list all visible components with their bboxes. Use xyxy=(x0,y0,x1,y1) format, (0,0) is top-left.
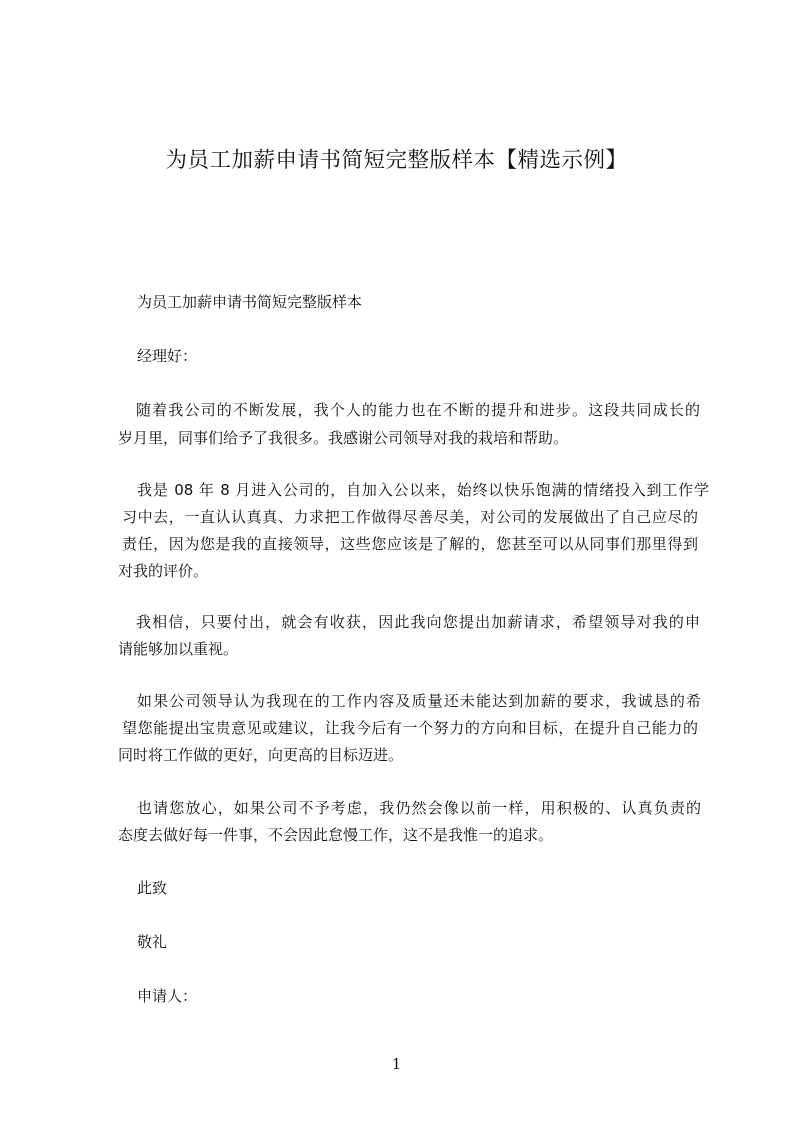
document-subtitle: 为员工加薪申请书简短完整版样本 xyxy=(137,293,363,311)
paragraph-2-line-4: 对我的评价。 xyxy=(118,562,209,580)
applicant-label: 申请人： xyxy=(137,987,198,1005)
paragraph-1-line-2: 岁月里，同事们给予了我很多。我感谢公司领导对我的栽培和帮助。 xyxy=(118,429,569,447)
page-number: 1 xyxy=(391,1055,402,1073)
paragraph-2-line-3: 责任，因为您是我的直接领导，这些您应该是了解的，您甚至可以从同事们那里得到 xyxy=(122,535,698,553)
paragraph-1-line-1: 随着我公司的不断发展，我个人的能力也在不断的提升和进步。这段共同成长的 xyxy=(136,401,700,419)
greeting: 经理好： xyxy=(137,347,198,365)
paragraph-5-line-2: 态度去做好每一件事，不会因此怠慢工作，这不是我惟一的追求。 xyxy=(118,826,554,844)
paragraph-2-line-2: 习中去，一直认认真真、力求把工作做得尽善尽美，对公司的发展做出了自己应尽的 xyxy=(122,508,698,526)
paragraph-4-line-1: 如果公司领导认为我现在的工作内容及质量还未能达到加薪的要求，我诚恳的希 xyxy=(137,692,701,710)
paragraph-3-line-1: 我相信，只要付出，就会有收获，因此我向您提出加薪请求，希望领导对我的申 xyxy=(136,613,700,631)
closing-cizhi: 此致 xyxy=(137,879,168,897)
paragraph-4-line-2: 望您能提出宝贵意见或建议，让我今后有一个努力的方向和目标，在提升自己能力的 xyxy=(122,719,698,737)
paragraph-5-line-1: 也请您放心，如果公司不予考虑，我仍然会像以前一样，用积极的、认真负责的 xyxy=(137,799,701,817)
paragraph-3-line-2: 请能够加以重视。 xyxy=(118,640,239,658)
paragraph-4-line-3: 同时将工作做的更好，向更高的目标迈进。 xyxy=(118,746,404,764)
closing-jingli: 敬礼 xyxy=(137,933,168,951)
document-title: 为员工加薪申请书简短完整版样本【精选示例】 xyxy=(165,148,628,173)
paragraph-2-line-1: 我是 08 年 8 月进入公司的，自加入公以来，始终以快乐饱满的情绪投入到工作学 xyxy=(137,481,709,499)
